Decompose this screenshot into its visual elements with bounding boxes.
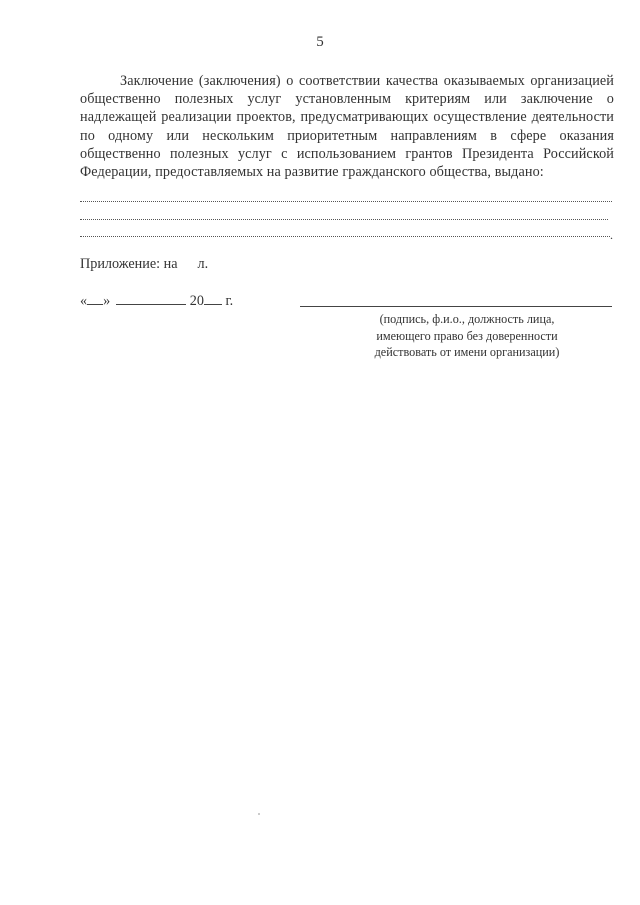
date-year-prefix: 20 [189,293,204,309]
date-line [80,292,233,310]
page-number: 5 [316,34,324,50]
fill-in-line-1[interactable] [80,201,612,202]
date-day-blank[interactable] [87,292,103,305]
signature-line[interactable] [300,306,612,307]
date-month-blank[interactable] [116,292,186,305]
date-year-suffix: г. [225,293,234,309]
attachment-line [80,256,208,273]
date-open-quote: « [80,293,88,309]
attachment-suffix: л. [197,256,209,272]
fill-in-line-3[interactable] [80,236,610,237]
fill-in-line-2[interactable] [80,219,608,220]
attachment-prefix: Приложение: на [80,256,178,272]
conclusion-paragraph: Заключение (заключения) о соответствии качества оказываемых организацией общественно полезных услуг установленным критериям или заключение о надлежащей реализации проектов, предусматривающих осуществление деятельности по одному или нескольким приоритетным направлениям в сфере оказания общественно полезных услуг с использованием грантов Президента Российской Федерации, предоставляемых на развитие гражданского общества, выдано: [80,73,614,181]
signature-caption: (подпись, ф.и.о., должность лица, имеющего право без доверенности действовать от имени организации) [374,312,560,359]
scan-speck [258,813,260,815]
date-close-quote: » [103,293,111,309]
line-end-period: . [610,228,613,242]
date-year-blank[interactable] [204,292,222,305]
